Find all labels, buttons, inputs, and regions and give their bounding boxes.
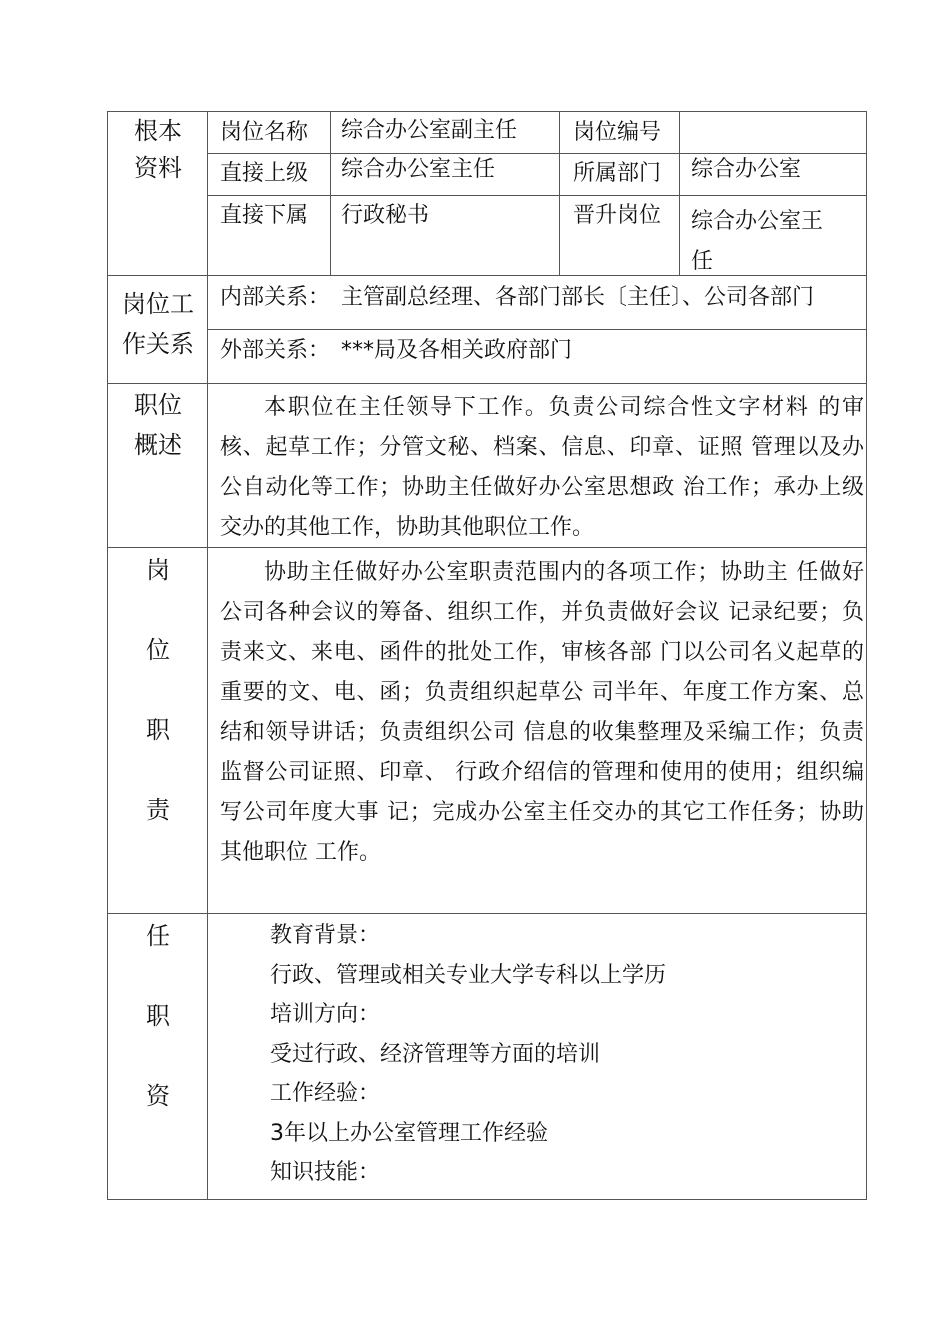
superior-value: 综合办公室主任 (341, 157, 496, 182)
duties-label-char: 职 (146, 716, 170, 744)
qualifications-label-char: 职 (146, 1002, 170, 1030)
superior-label: 直接上级 (220, 161, 309, 186)
qualification-line: 知识技能： (270, 1160, 381, 1185)
row-divider (207, 329, 867, 330)
basic-col-divider (559, 111, 560, 275)
duties-label-char: 位 (146, 636, 170, 664)
duties-label-char: 岗 (146, 556, 170, 584)
dept-label: 所属部门 (573, 161, 662, 186)
qualification-line: 行政、管理或相关专业大学专科以上学历 (270, 962, 667, 988)
qualification-line: 工作经验： (270, 1081, 381, 1106)
basic-section-label: 根本 资料 (134, 117, 182, 182)
section-divider (107, 383, 867, 384)
section-divider (107, 913, 867, 914)
promotion-value: 综合办公室王 任 (691, 209, 824, 274)
position-name-label: 岗位名称 (220, 120, 309, 145)
table-border-left (107, 111, 108, 1200)
subordinate-label: 直接下属 (220, 203, 309, 228)
qualifications-list (270, 916, 860, 1193)
qualification-line: 受过行政、经济管理等方面的培训 (270, 1041, 601, 1067)
label-column-divider (207, 111, 208, 1200)
dept-value: 综合办公室 (691, 157, 802, 182)
qualification-line: 培训方向： (270, 1002, 381, 1027)
internal-relations: 内部关系： 主管副总经理、各部门部长〔主任〕、公司各部门 (220, 285, 815, 310)
overview-text: 本职位在主任领导下工作。负责公司综合性文字材料 的审核、起草工作；分管文秘、档案、信息、印章、证照 管理以及办公自动化等工作；协助主任做好办公室思想政 治工作；承办上级交办的其他工作，协助其他职位工作。 (220, 395, 864, 540)
basic-col-divider (330, 111, 331, 275)
subordinate-value: 行政秘书 (341, 203, 430, 228)
duties-text: 协助主任做好办公室职责范围内的各项工作；协助主 任做好公司各种会议的筹备、组织工作，并负责做好会议 记录纪要；负责来文、来电、函件的批处工作，审核各部 门以公司名义起草的重要的文、电、函；负责组织起草公 司半年、年度工作方案、总结和领导讲话；负责组织公司 信息的收集整理及采编工作；负责监督公司证照、印章、 行政介绍信的管理和使用的使用；组织编写公司年度大事 记；完成办公室主任交办的其它工作任务；协助其他职位 工作。 (220, 560, 864, 865)
overview-section-label: 职位 概述 (134, 391, 182, 459)
row-divider (207, 195, 867, 196)
relations-section-label: 岗位工 作关系 (122, 290, 194, 358)
qualifications-label-char: 任 (146, 922, 170, 950)
duties-label-char: 责 (146, 796, 170, 824)
qualification-line: 教育背景： (270, 923, 381, 948)
qualifications-label-char: 资 (146, 1082, 170, 1110)
position-name-value: 综合办公室副主任 (341, 118, 518, 143)
qualification-line: 3年以上办公室管理工作经验 (270, 1120, 548, 1146)
promotion-label: 晋升岗位 (573, 203, 662, 228)
table-border-right (866, 111, 867, 1200)
position-no-label: 岗位编号 (573, 120, 662, 145)
table-border-top (107, 111, 867, 112)
table-border-bottom (107, 1199, 867, 1200)
external-relations: 外部关系： ***局及各相关政府部门 (220, 338, 573, 363)
basic-col-divider (679, 111, 680, 275)
